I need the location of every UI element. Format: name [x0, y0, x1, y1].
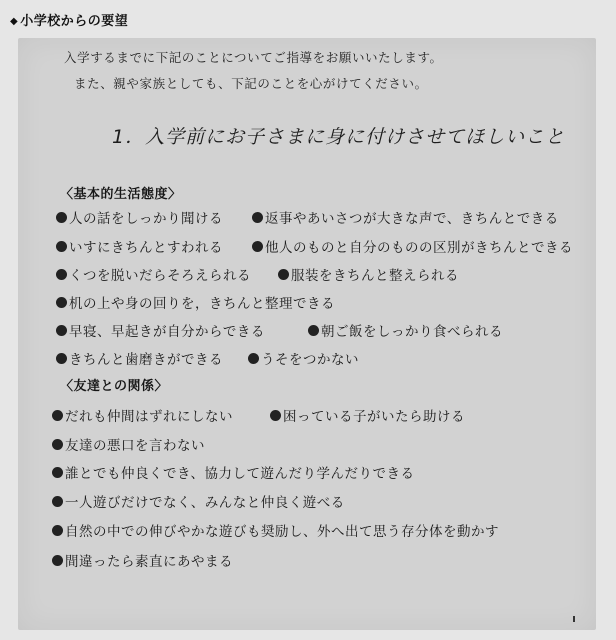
list-row [56, 207, 559, 227]
bullet-icon [248, 353, 259, 364]
item-text: 自然の中での伸びやかな遊びも奨励し、外へ出て思う存分体を動かす [65, 524, 499, 540]
item-text: 机の上や身の回りを，きちんと整理できる [69, 296, 335, 312]
list-item [52, 434, 205, 454]
bullet-icon [52, 410, 63, 421]
list-item [52, 491, 345, 511]
list-item [56, 320, 308, 340]
list-item [52, 520, 499, 540]
bullet-icon [252, 212, 263, 223]
bullet-icon [278, 269, 289, 280]
item-text: くつを脱いだらそろえられる [69, 268, 251, 284]
list-row [52, 520, 499, 540]
list-item [270, 405, 465, 425]
list-row [52, 405, 465, 425]
list-item [52, 462, 414, 482]
bullet-icon [56, 269, 67, 280]
item-text: 服装をきちんと整えられる [291, 268, 459, 284]
item-text: 他人のものと自分のものの区別がきちんとできる [265, 240, 573, 256]
bullet-icon [56, 241, 67, 252]
item-text: 人の話をしっかり聞ける [69, 211, 223, 227]
heading-text: 小学校からの要望 [20, 14, 129, 29]
bullet-icon [252, 241, 263, 252]
list-item [252, 236, 573, 256]
bullet-icon [56, 212, 67, 223]
item-text: 誰とでも仲良くでき、協力して遊んだり学んだりできる [65, 466, 415, 482]
subheading-friends: 〈友達との関係〉 [60, 379, 169, 394]
bullet-icon [270, 410, 281, 421]
item-text: 早寝、早起きが自分からできる [69, 324, 265, 340]
item-text: 返事やあいさつが大きな声で、きちんとできる [265, 211, 559, 227]
list-row [56, 264, 459, 284]
subheading-basic-life: 〈基本的生活態度〉 [60, 187, 182, 202]
page-heading [10, 10, 128, 29]
list-item [248, 348, 359, 368]
item-text: だれも仲間はずれにしない [65, 409, 233, 425]
list-item [252, 207, 559, 227]
list-row [52, 462, 414, 482]
page-mark [573, 616, 575, 622]
list-item [52, 550, 233, 570]
bullet-icon [56, 325, 67, 336]
list-row [52, 434, 205, 454]
list-item [52, 405, 270, 425]
list-item [308, 320, 503, 340]
bullet-icon [52, 467, 63, 478]
item-text: うそをつかない [261, 352, 359, 368]
list-item [278, 264, 459, 284]
bullet-icon [52, 496, 63, 507]
item-text: きちんと歯磨きができる [69, 352, 223, 368]
list-row [56, 348, 359, 368]
bullet-icon [52, 439, 63, 450]
list-row [56, 236, 573, 256]
item-text: 困っている子がいたら助ける [283, 409, 465, 425]
intro-line-2: また、親や家族としても、下記のことを心がけてください。 [74, 76, 428, 91]
item-text: 友達の悪口を言わない [65, 438, 205, 454]
item-text: 一人遊びだけでなく、みんなと仲良く遊べる [65, 495, 345, 511]
bullet-icon [56, 353, 67, 364]
intro-line-1: 入学するまでに下記のことについてご指導をお願いいたします。 [64, 50, 443, 65]
diamond-icon: ◆ [10, 16, 19, 27]
section-title: 1．入学前にお子さまに身に付けさせてほしいこと [112, 126, 566, 148]
bullet-icon [52, 525, 63, 536]
list-row [56, 292, 335, 312]
list-item [56, 207, 252, 227]
list-item [56, 348, 248, 368]
item-text: 間違ったら素直にあやまる [65, 554, 233, 570]
list-item [56, 264, 278, 284]
list-row [56, 320, 503, 340]
item-text: 朝ご飯をしっかり食べられる [321, 324, 503, 340]
bullet-icon [308, 325, 319, 336]
list-row [52, 550, 233, 570]
list-item [56, 292, 335, 312]
bullet-icon [52, 555, 63, 566]
item-text: いすにきちんとすわれる [69, 240, 223, 256]
bullet-icon [56, 297, 67, 308]
list-row [52, 491, 345, 511]
list-item [56, 236, 252, 256]
